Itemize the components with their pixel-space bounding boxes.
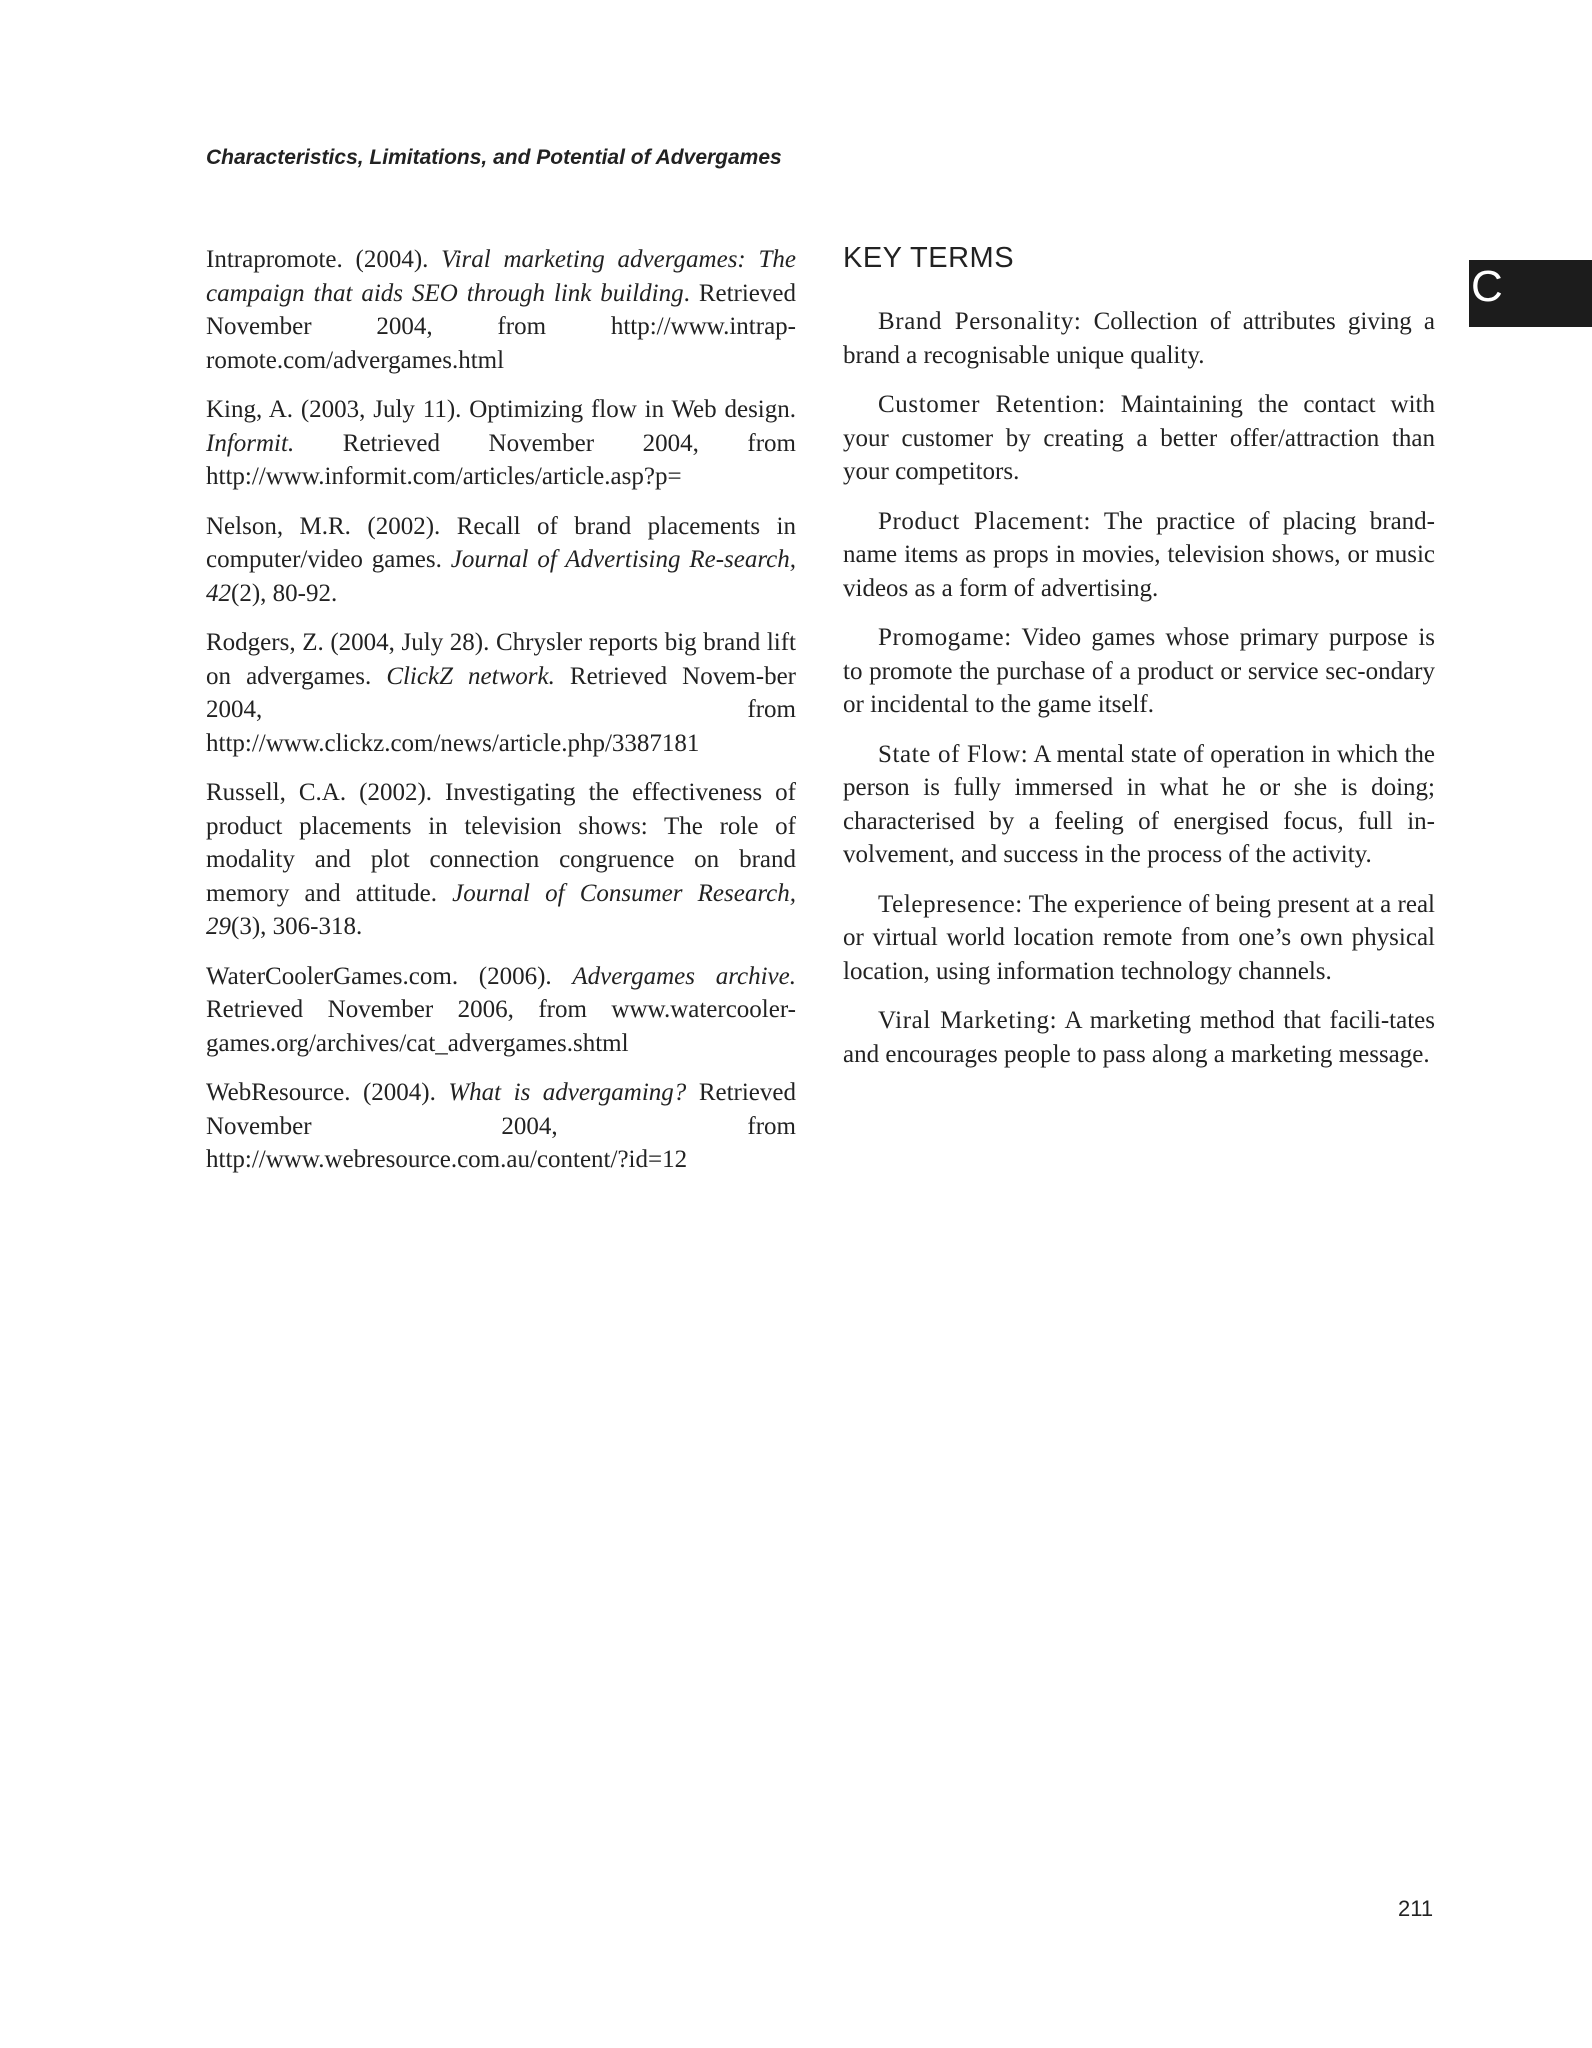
reference-tail: Retrieved November 2006, from www.watercooler-games.org/archives/cat_advergames.shtml xyxy=(206,996,796,1057)
reference-italic: Journal of Advertising Re-search, 42 xyxy=(206,546,796,607)
key-term-entry xyxy=(843,621,1435,722)
reference-entry xyxy=(206,243,796,377)
key-term-name: Product Placement: xyxy=(878,507,1092,535)
key-term-definition: The practice of placing brand-name items as props in movies, television shows, or music videos as a form of advertising. xyxy=(843,507,1435,602)
reference-entry xyxy=(206,1076,796,1177)
reference-tail: Retrieved November 2004, from http://www.webresource.com.au/content/?id=12 xyxy=(206,1079,796,1173)
reference-entry xyxy=(206,960,796,1061)
references-column xyxy=(206,243,796,1193)
reference-lead: Rodgers, Z. (2004, July 28). Chrysler reports big brand lift on advergames. xyxy=(206,629,796,690)
reference-italic: Advergames archive. xyxy=(572,962,796,990)
page-number: 211 xyxy=(1398,1896,1434,1921)
reference-lead: WebResource. (2004). xyxy=(206,1079,449,1106)
key-term-entry xyxy=(843,1004,1435,1071)
reference-lead: Intrapromote. (2004). xyxy=(206,246,442,273)
running-head: Characteristics, Limitations, and Potential of Advergames xyxy=(206,146,782,169)
key-term-entry xyxy=(843,888,1435,989)
key-term-name: State of Flow: xyxy=(878,740,1029,768)
reference-entry xyxy=(206,393,796,494)
reference-italic: Informit. xyxy=(206,429,295,457)
reference-tail: Retrieved November 2004, from http://www.informit.com/articles/article.asp?p= xyxy=(206,429,796,490)
key-term-definition: A marketing method that facili-tates and encourages people to pass along a marketing message. xyxy=(843,1007,1435,1068)
reference-tail: . Retrieved November 2004, from http://www.intrap-romote.com/advergames.html xyxy=(206,279,796,374)
key-term-name: Viral Marketing: xyxy=(878,1007,1058,1034)
reference-entry xyxy=(206,776,796,944)
key-term-definition: Maintaining the contact with your customer by creating a better offer/attraction than your competitors. xyxy=(843,391,1435,485)
key-term-name: Telepresence: xyxy=(878,890,1023,918)
reference-italic: Journal of Consumer Research, 29 xyxy=(206,879,797,940)
chapter-tab xyxy=(1469,260,1592,327)
reference-italic: What is advergaming? xyxy=(448,1079,687,1106)
reference-lead: Nelson, M.R. (2002). Recall of brand placements in computer/video games. xyxy=(206,512,796,573)
reference-entry xyxy=(206,510,796,611)
key-term-definition: The experience of being present at a real or virtual world location remote from one’s own physical location, using information technology channels. xyxy=(843,890,1435,985)
key-term-name: Customer Retention: xyxy=(878,391,1106,418)
reference-lead: Russell, C.A. (2002). Investigating the effectiveness of product placements in television shows: The role of modality and plot connection congruence on brand memory and attitude. xyxy=(206,779,796,907)
reference-tail: Retrieved Novem-ber 2004, from http://www.clickz.com/news/article.php/3387181 xyxy=(206,662,796,757)
reference-lead: WaterCoolerGames.com. (2006). xyxy=(206,962,573,990)
key-term-entry xyxy=(843,388,1435,489)
key-term-entry xyxy=(843,505,1435,606)
key-term-name: Promogame: xyxy=(878,624,1012,651)
reference-tail: (2), 80-92. xyxy=(231,579,338,607)
reference-lead: King, A. (2003, July 11). Optimizing flow in Web design. xyxy=(206,396,796,423)
key-term-definition: Video games whose primary purpose is to promote the purchase of a product or service sec-ondary or incidental to the game itself. xyxy=(843,624,1435,718)
key-term-definition: Collection of attributes giving a brand a recognisable unique quality. xyxy=(843,308,1435,369)
key-term-name: Brand Personality: xyxy=(878,308,1082,335)
reference-italic: Viral marketing advergames: The campaign that aids SEO through link building xyxy=(206,246,796,307)
key-term-definition: A mental state of operation in which the person is fully immersed in what he or she is doing; characterised by a feeling of energised focus, full in-volvement, and success in the process of the activity. xyxy=(843,740,1435,868)
key-term-entry xyxy=(843,305,1435,372)
key-terms-heading: KEY TERMS xyxy=(843,242,1015,274)
key-terms-column xyxy=(843,241,1435,1087)
key-term-entry xyxy=(843,738,1435,872)
reference-tail: (3), 306-318. xyxy=(231,913,363,940)
reference-entry xyxy=(206,626,796,760)
chapter-tab-letter: C xyxy=(1471,262,1503,311)
reference-italic: ClickZ network. xyxy=(386,662,555,690)
